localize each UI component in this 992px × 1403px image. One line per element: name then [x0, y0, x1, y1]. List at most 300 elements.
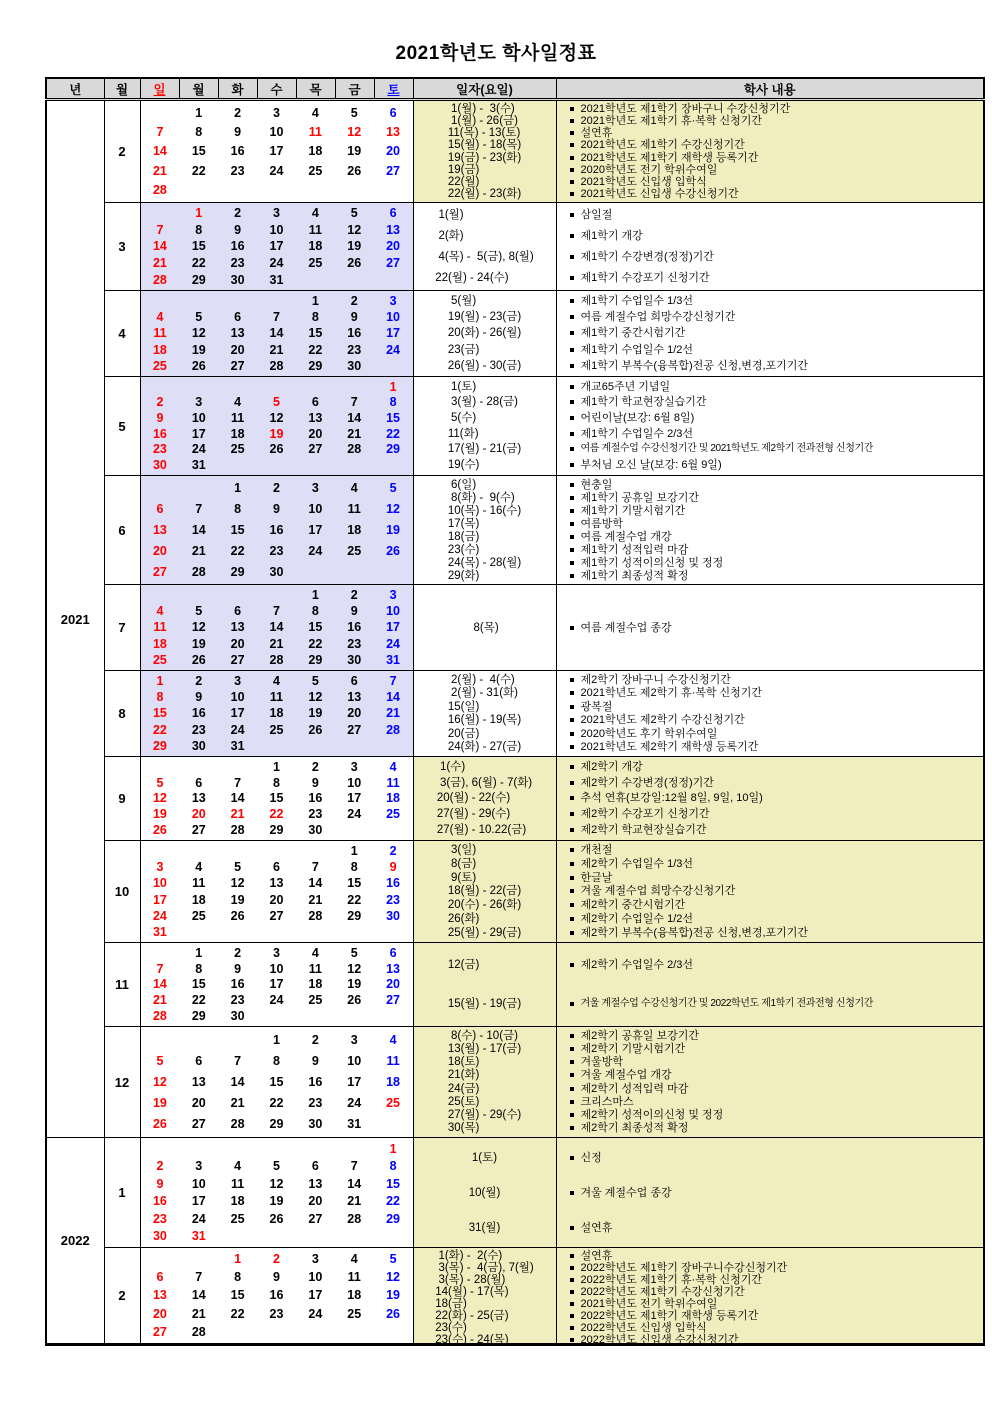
calendar-day: 10	[386, 310, 401, 325]
date-range: 15(일)	[447, 700, 480, 713]
calendar-day: 13	[386, 961, 401, 976]
calendar-day: 31	[347, 1117, 362, 1132]
calendar-day: 27	[230, 358, 245, 373]
calendar-day: 3	[234, 674, 242, 689]
header-saturday: 토	[374, 78, 413, 100]
calendar-day: 25	[269, 722, 284, 737]
calendar-day: 23	[269, 1306, 284, 1321]
calendar-day: 20	[386, 144, 401, 159]
calendar-day-empty	[257, 587, 296, 603]
calendar-day: 5	[350, 945, 358, 960]
date-range: 2(화)	[435, 230, 464, 243]
date-range: 8(화) - 9(수)	[447, 491, 515, 504]
calendar-day: 23	[386, 892, 401, 907]
events-list	[570, 843, 980, 940]
month-row-2021-7	[46, 585, 984, 671]
event-item	[570, 396, 707, 408]
event-item	[570, 1152, 602, 1164]
event-item	[570, 714, 745, 726]
calendar-day: 2	[273, 1252, 280, 1267]
calendar-day: 12	[152, 1074, 167, 1089]
event-text: 제2학기 수업일수 1/3선	[580, 857, 694, 870]
calendar-day: 29	[269, 823, 284, 838]
calendar-day: 29	[230, 564, 245, 579]
calendar-grid	[141, 843, 413, 940]
calendar-grid	[141, 205, 413, 288]
calendar-day: 9	[234, 125, 242, 140]
date-range: 1(월) - 3(수)	[447, 103, 515, 116]
event-text: 2022학년도 제1학기 재학생 등록기간	[580, 1310, 759, 1322]
calendar-day: 19	[347, 239, 362, 254]
calendar-day: 9	[389, 860, 397, 875]
calendar-day: 24	[308, 543, 323, 558]
calendar-day: 8	[195, 961, 203, 976]
calendar-day: 12	[386, 1270, 401, 1285]
calendar-day-empty	[296, 1008, 335, 1024]
calendar-day: 22	[308, 342, 323, 357]
year-label: 2022	[46, 1138, 104, 1345]
calendar-day: 12	[347, 961, 362, 976]
date-range: 13(월) - 17(금)	[447, 1042, 522, 1055]
dates-cell	[413, 100, 556, 203]
calendar-day: 13	[347, 690, 362, 705]
bullet-icon	[570, 299, 574, 303]
calendar-day: 23	[347, 342, 362, 357]
event-item	[570, 792, 763, 804]
date-range: 22(화) - 25(금)	[435, 1310, 509, 1322]
calendar-day: 7	[350, 395, 358, 410]
bullet-icon	[570, 483, 574, 487]
event-item	[570, 1187, 672, 1199]
calendar-day-empty	[296, 1140, 335, 1158]
event-text: 2021학년도 제1학기 수강신청기간	[580, 139, 745, 152]
event-text: 2021학년도 제2학기 재학생 등록기간	[580, 741, 759, 754]
date-range: 12(금)	[447, 958, 480, 971]
calendar-day: 10	[191, 411, 206, 426]
month-number: 1	[104, 1138, 140, 1248]
event-item	[570, 557, 724, 569]
dates-list	[469, 1140, 501, 1245]
month-calendar	[140, 671, 413, 757]
calendar-day-empty	[374, 822, 413, 838]
month-number: 4	[104, 291, 140, 377]
event-item	[570, 531, 672, 543]
calendar-day: 27	[152, 564, 167, 579]
calendar-day: 31	[152, 924, 167, 939]
calendar-day: 13	[230, 326, 245, 341]
calendar-day: 26	[191, 652, 206, 667]
calendar-day: 3	[389, 588, 397, 603]
date-range: 6(일)	[447, 478, 477, 491]
calendar-day: 21	[347, 1194, 362, 1209]
date-range: 15(월) - 18(목)	[447, 139, 522, 152]
calendar-day-empty	[335, 1008, 374, 1024]
calendar-day: 8	[156, 690, 164, 705]
calendar-day: 8	[273, 775, 280, 790]
calendar-day: 5	[195, 604, 203, 619]
calendar-day: 21	[152, 163, 167, 178]
calendar-day: 30	[308, 823, 323, 838]
calendar-day-empty	[218, 1029, 257, 1050]
calendar-day: 17	[386, 326, 401, 341]
calendar-day-empty	[374, 1114, 413, 1135]
bullet-icon	[570, 1302, 574, 1306]
calendar-day: 5	[389, 1252, 397, 1267]
calendar-day: 5	[156, 775, 164, 790]
bullet-icon	[570, 862, 574, 866]
calendar-day: 22	[230, 1306, 245, 1321]
calendar-day: 6	[389, 206, 397, 221]
calendar-day: 19	[191, 636, 206, 651]
calendar-day: 18	[230, 426, 245, 441]
calendar-day-empty	[179, 843, 218, 859]
header-sunday: 일	[140, 78, 179, 100]
calendar-day: 16	[308, 791, 323, 806]
event-item	[570, 188, 739, 200]
calendar-day-empty	[141, 1140, 180, 1158]
calendar-day: 7	[234, 1053, 242, 1068]
event-text: 설연휴	[580, 1221, 613, 1234]
date-range: 27(월) - 29(수)	[436, 808, 511, 821]
month-row-2021-3	[46, 203, 984, 291]
event-item	[570, 459, 722, 471]
calendar-day: 9	[234, 961, 242, 976]
dates-cell	[413, 671, 556, 757]
event-item	[570, 761, 643, 773]
dates-wrap	[414, 293, 556, 374]
month-number: 7	[104, 585, 140, 671]
events-cell	[556, 841, 984, 943]
calendar-day: 30	[347, 652, 362, 667]
calendar-day: 17	[347, 791, 362, 806]
calendar-day: 28	[152, 272, 167, 287]
calendar-day: 15	[269, 791, 284, 806]
month-number: 10	[104, 841, 140, 943]
calendar-day: 4	[350, 1252, 358, 1267]
bullet-icon	[570, 781, 574, 785]
calendar-day-empty	[141, 759, 180, 775]
calendar-day: 24	[269, 256, 284, 271]
event-item	[570, 1298, 718, 1310]
bullet-icon	[570, 1326, 574, 1330]
calendar-day: 17	[269, 144, 284, 159]
calendar-day: 5	[350, 206, 358, 221]
calendar-day-empty	[257, 1323, 296, 1341]
header-content-col: 학사 내용	[556, 78, 984, 100]
calendar-day: 22	[269, 807, 284, 822]
events-cell	[556, 943, 984, 1027]
calendar-day: 4	[389, 1032, 397, 1047]
event-item	[570, 687, 763, 699]
calendar-grid	[141, 293, 413, 374]
bullet-icon	[570, 276, 574, 280]
calendar-day: 30	[191, 738, 206, 753]
calendar-day: 20	[308, 1194, 323, 1209]
month-calendar	[140, 377, 413, 476]
event-item	[570, 728, 718, 740]
calendar-day: 1	[311, 588, 319, 603]
calendar-day: 2	[311, 759, 319, 774]
calendar-day: 17	[386, 620, 401, 635]
event-item	[570, 518, 624, 530]
calendar-day: 9	[156, 1176, 164, 1191]
events-list	[570, 1250, 980, 1346]
calendar-day: 14	[308, 876, 323, 891]
dates-cell	[413, 1138, 556, 1248]
event-item	[570, 443, 873, 455]
bullet-icon	[570, 119, 574, 123]
calendar-day: 13	[191, 1074, 206, 1089]
calendar-day: 24	[191, 1211, 206, 1226]
calendar-day-empty	[257, 457, 296, 473]
calendar-day: 1	[273, 759, 280, 774]
calendar-day: 3	[350, 1032, 358, 1047]
calendar-day: 17	[230, 706, 245, 721]
calendar-day: 13	[386, 222, 401, 237]
calendar-day: 7	[311, 860, 319, 875]
calendar-day: 12	[308, 690, 323, 705]
calendar-day: 29	[386, 1211, 401, 1226]
calendar-day: 26	[152, 823, 167, 838]
bullet-icon	[570, 1034, 574, 1038]
calendar-day: 20	[191, 1096, 206, 1111]
event-text: 어린이날(보강: 6월 8일)	[580, 412, 695, 425]
calendar-day-empty	[335, 379, 374, 395]
date-range: 17(목)	[447, 517, 480, 530]
event-text: 2021학년도 신입생 입학식	[580, 175, 707, 188]
date-range: 1(토)	[468, 1151, 498, 1164]
event-text: 2021학년도 제2학기 휴·복학 신청기간	[580, 687, 763, 700]
calendar-day: 9	[311, 775, 319, 790]
event-text: 2020학년도 후기 학위수여일	[580, 727, 718, 740]
calendar-day: 27	[191, 823, 206, 838]
calendar-day: 28	[269, 358, 284, 373]
event-text: 여름 계절수업 개강	[580, 530, 672, 543]
month-number: 2	[104, 100, 140, 203]
calendar-day: 13	[152, 1288, 167, 1303]
event-item	[570, 998, 873, 1010]
date-range: 19(금) - 23(화)	[447, 151, 522, 164]
calendar-day: 27	[152, 1324, 167, 1339]
calendar-grid	[141, 478, 413, 582]
date-range: 23(수)	[435, 1322, 467, 1334]
calendar-day-empty	[218, 457, 257, 473]
calendar-day: 20	[308, 426, 323, 441]
calendar-day: 11	[192, 876, 206, 891]
calendar-day: 11	[153, 620, 167, 635]
calendar-day: 18	[308, 977, 323, 992]
calendar-day-empty	[218, 1228, 257, 1246]
calendar-day-empty	[141, 478, 180, 499]
event-item	[570, 127, 613, 139]
calendar-day: 16	[230, 977, 245, 992]
calendar-day: 17	[269, 239, 284, 254]
calendar-day-empty	[374, 1008, 413, 1024]
calendar-day: 15	[230, 522, 245, 537]
event-text: 현충일	[580, 478, 613, 491]
calendar-day-empty	[218, 293, 257, 309]
calendar-day-empty	[296, 738, 335, 754]
calendar-day: 22	[191, 163, 206, 178]
date-range: 1(월) - 26(금)	[447, 115, 518, 128]
calendar-day-empty	[335, 181, 374, 200]
calendar-day: 25	[308, 256, 323, 271]
calendar-day: 12	[152, 791, 167, 806]
date-range: 4(목) - 5(금), 8(월)	[435, 250, 534, 263]
calendar-day: 17	[191, 1194, 206, 1209]
calendar-day: 26	[152, 1117, 167, 1132]
date-range: 18(금)	[447, 530, 480, 543]
date-range: 18(토)	[447, 1056, 480, 1069]
calendar-day-empty	[335, 738, 374, 754]
bullet-icon	[570, 765, 574, 769]
calendar-day: 4	[234, 1159, 242, 1174]
calendar-day-empty	[374, 457, 413, 473]
bullet-icon	[570, 496, 574, 500]
calendar-day-empty	[179, 924, 218, 940]
calendar-day: 25	[191, 908, 206, 923]
calendar-day: 1	[311, 294, 319, 309]
calendar-day-empty	[335, 561, 374, 582]
event-text: 2021학년도 제1학기 휴·복학 신청기간	[580, 115, 763, 128]
events-cell	[556, 585, 984, 671]
dates-wrap	[414, 673, 556, 754]
dates-cell	[413, 1248, 556, 1345]
calendar-day: 1	[195, 105, 203, 120]
date-range: 10(목) - 16(수)	[447, 504, 522, 517]
header-wednesday: 수	[257, 78, 296, 100]
calendar-day: 24	[230, 722, 245, 737]
bullet-icon	[570, 626, 574, 630]
calendar-day: 16	[347, 620, 362, 635]
calendar-day: 30	[230, 272, 245, 287]
calendar-day: 10	[308, 1270, 323, 1285]
calendar-day: 13	[269, 876, 284, 891]
bullet-icon	[570, 548, 574, 552]
date-range: 25(토)	[447, 1095, 480, 1108]
calendar-day-empty	[257, 924, 296, 940]
month-number: 3	[104, 203, 140, 291]
event-text: 제2학기 장바구니 수강신청기간	[580, 673, 731, 686]
month-row-2021-4	[46, 291, 984, 377]
dates-wrap	[414, 1140, 556, 1245]
calendar-day: 16	[386, 876, 401, 891]
academic-schedule-table	[45, 77, 985, 1346]
calendar-day-empty	[335, 822, 374, 838]
calendar-day: 16	[152, 1194, 167, 1209]
calendar-day: 14	[347, 411, 362, 426]
calendar-day: 24	[386, 342, 401, 357]
calendar-day: 14	[191, 522, 206, 537]
calendar-day-empty	[374, 1228, 413, 1246]
calendar-day: 1	[350, 844, 358, 859]
calendar-day: 29	[347, 908, 362, 923]
calendar-day: 8	[311, 310, 319, 325]
event-item	[570, 492, 700, 504]
event-text: 2021학년도 신입생 수강신청기간	[580, 187, 739, 200]
event-item	[570, 272, 710, 284]
date-range: 11(화)	[447, 427, 479, 440]
calendar-day: 4	[389, 759, 397, 774]
calendar-day: 24	[269, 993, 284, 1008]
date-range: 2(월) - 31(화)	[447, 687, 518, 700]
calendar-day: 19	[308, 706, 323, 721]
event-text: 제2학기 중간시험기간	[580, 899, 686, 912]
calendar-day: 12	[347, 222, 362, 237]
dates-list	[448, 1029, 521, 1135]
date-range: 2(월) - 4(수)	[447, 673, 515, 686]
calendar-day: 6	[273, 860, 280, 875]
bullet-icon	[570, 1290, 574, 1294]
date-range: 27(월) - 10.22(금)	[436, 824, 527, 837]
calendar-day: 6	[389, 945, 397, 960]
bullet-icon	[570, 1113, 574, 1117]
event-item	[570, 701, 613, 713]
event-text: 제1학기 최종성적 확정	[580, 569, 689, 582]
calendar-day-empty	[296, 457, 335, 473]
calendar-day: 5	[273, 1159, 280, 1174]
calendar-day: 26	[347, 163, 362, 178]
bullet-icon	[570, 156, 574, 160]
date-range: 3(월) - 28(금)	[447, 396, 518, 409]
event-text: 2022학년도 제1학기 휴·복학 신청기간	[580, 1274, 763, 1286]
event-text: 제2학기 수강변경(정정)기간	[580, 776, 714, 789]
calendar-day: 24	[269, 163, 284, 178]
date-range: 24(금)	[447, 1082, 480, 1095]
calendar-day: 26	[269, 442, 284, 457]
event-item	[570, 479, 613, 491]
event-item	[570, 1122, 689, 1134]
calendar-day: 24	[152, 908, 167, 923]
calendar-day: 6	[195, 775, 203, 790]
event-text: 여름 계절수업 수강신청기간 및 2021학년도 제2학기 전과전형 신청기간	[580, 443, 873, 455]
calendar-day: 5	[311, 674, 319, 689]
calendar-day: 26	[386, 543, 401, 558]
calendar-day: 26	[230, 908, 245, 923]
calendar-day: 31	[191, 458, 206, 473]
calendar-day: 25	[230, 442, 245, 457]
calendar-day: 4	[234, 395, 242, 410]
bullet-icon	[570, 1278, 574, 1282]
bullet-icon	[570, 691, 574, 695]
calendar-day: 2	[350, 294, 358, 309]
calendar-day-empty	[141, 1250, 180, 1268]
calendar-grid	[141, 945, 413, 1024]
calendar-day-empty	[296, 561, 335, 582]
calendar-day: 30	[347, 358, 362, 373]
calendar-day: 3	[195, 395, 203, 410]
bullet-icon	[570, 917, 574, 921]
event-text: 제2학기 학교현장실습기간	[580, 824, 707, 837]
calendar-day: 12	[191, 620, 206, 635]
month-row-2021-10	[46, 841, 984, 943]
calendar-day: 19	[152, 1096, 167, 1111]
calendar-day: 7	[389, 674, 397, 689]
date-range: 3(목) - 4(금), 7(월)	[435, 1262, 534, 1274]
calendar-day-empty	[374, 181, 413, 200]
events-cell	[556, 291, 984, 377]
calendar-day: 1	[273, 1032, 280, 1047]
calendar-day: 15	[191, 239, 206, 254]
calendar-day: 2	[311, 1032, 319, 1047]
calendar-day-empty	[141, 945, 180, 961]
event-item	[570, 1109, 724, 1121]
calendar-day-empty	[374, 358, 413, 374]
event-item	[570, 959, 694, 971]
events-cell	[556, 1138, 984, 1248]
calendar-grid	[141, 1250, 413, 1341]
events-list	[570, 1140, 980, 1245]
